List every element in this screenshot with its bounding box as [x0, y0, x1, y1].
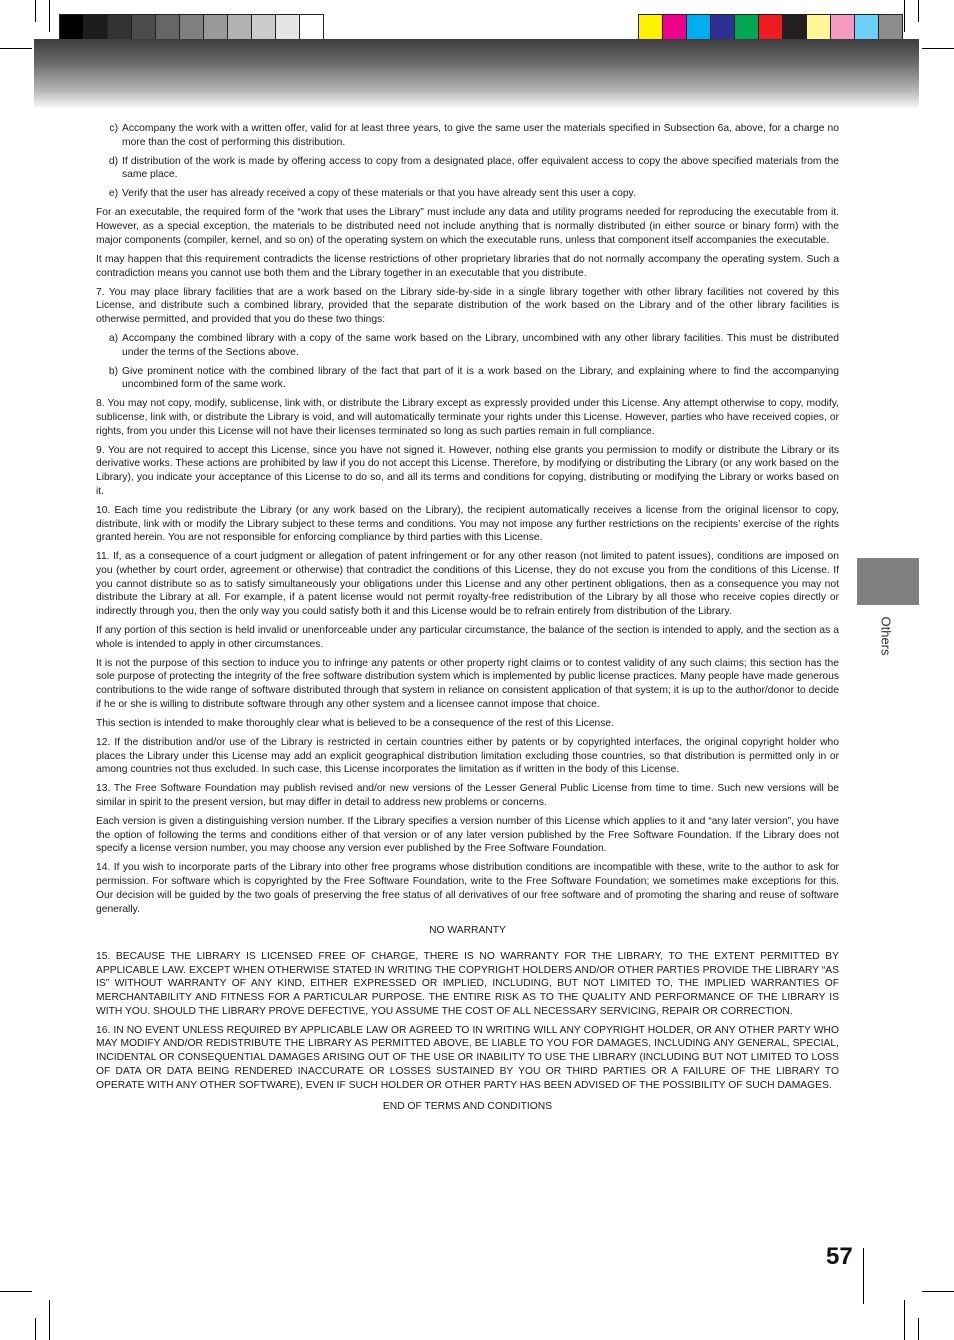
crop-mark [0, 48, 32, 49]
paragraph: If any portion of this section is held invalid or unenforceable under any particular circumstance, the balance of the section is intended to apply, and the section as a whole is intended to apply in other circumstances. [96, 625, 839, 650]
paragraph: It may happen that this requirement contradicts the license restrictions of other proprietary libraries that do not normally accompany the operating system. Such a contradiction means you cannot use both them and the Library together in an executable that you distribute. [96, 253, 839, 279]
crop-mark [35, 1318, 36, 1340]
color-swatch [687, 15, 711, 39]
color-swatch [663, 15, 687, 39]
color-swatch [300, 15, 323, 39]
section-tab [857, 558, 919, 605]
list-item-text: Accompany the combined library with a copy of the same work based on the Library, uncombined with any other library facilities. This must be distributed under the terms of the Sections above. [122, 332, 839, 358]
color-swatch [639, 15, 663, 39]
paragraph: 9. You are not required to accept this License, since you have not signed it. However, nothing else grants you permission to modify or distribute the Library or its derivative works. These actions are prohibited by law if you do not accept this License. Therefore, by modifying or distributing the Library (or any work based on the Library), you indicate your acceptance of this License to do so, and all its terms and conditions for copying, distributing or modifying the Library or works based on it. [96, 444, 839, 497]
paragraph: For an executable, the required form of the “work that uses the Library” must include any data and utility programs needed for reproducing the executable from it. However, as a special exception, the materials to be distributed need not include anything that is normally distributed (in either source or binary form) with the major components (compiler, kernel, and so on) of the operating system on which the executable runs, unless that component itself accompanies the executable. [96, 207, 839, 246]
paragraph: It is not the purpose of this section to induce you to infringe any patents or other property right claims or to contest validity of any such claims; this section has the sole purpose of protecting the integrity of the free software distribution system which is implemented by public license practices. Many people have made generous contributions to the wide range of software distributed through that system in reliance on consistent application of that system; it is up to the author/donor to decide if he or she is willing to distribute software through any other system and a licensee cannot impose that choice. [96, 657, 839, 710]
list-item [96, 365, 839, 392]
color-swatch [759, 15, 783, 39]
paragraph: 8. You may not copy, modify, sublicense, link with, or distribute the Library except as expressly provided under this License. Any attempt otherwise to copy, modify, sublicense, link with, or distribute the Library is void, and will automatically terminate your rights under this License. However, parties who have received copies, or rights, from you under this License will not have their licenses terminated so long as such parties remain in full compliance. [96, 398, 839, 437]
paragraph: 13. The Free Software Foundation may publish revised and/or new versions of the Lesser General Public License from time to time. Such new versions will be similar in spirit to the present version, but may differ in detail to address new problems or concerns. [96, 783, 839, 808]
color-swatch [879, 15, 902, 39]
paragraph: 14. If you wish to incorporate parts of the Library into other free programs whose distribution conditions are incompatible with these, write to the author to ask for permission. For software which is copyrighted by the Free Software Foundation, write to the Free Software Foundation; we sometimes make exceptions for this. Our decision will be guided by the two goals of preserving the free status of all derivatives of our free software and of promoting the sharing and reuse of software generally. [96, 862, 839, 915]
end-heading: END OF TERMS AND CONDITIONS [382, 1101, 553, 1113]
color-swatch [228, 15, 252, 39]
color-swatch [204, 15, 228, 39]
color-swatch [180, 15, 204, 39]
crop-mark [0, 1291, 32, 1292]
list-item-text: Give prominent notice with the combined library of the fact that part of it is a work based on the Library, and explaining where to find the accompanying uncombined form of the same work. [122, 365, 839, 391]
list-item [96, 155, 839, 182]
list-item-label: e) [108, 188, 118, 200]
list-item-text: If distribution of the work is made by offering access to copy from a designated place, offer equivalent access to copy the above specified materials from the same place. [122, 155, 839, 181]
crop-mark [918, 1318, 919, 1340]
list-item [96, 332, 839, 359]
list-item-text: Accompany the work with a written offer, valid for at least three years, to give the same user the materials specified in Subsection 6a, above, for a charge no more than the cost of performing this distribution. [122, 123, 839, 148]
color-swatch [60, 15, 84, 39]
color-swatch [783, 15, 807, 39]
color-swatch [252, 15, 276, 39]
crop-mark [904, 0, 905, 32]
color-swatch [156, 15, 180, 39]
paragraph: 11. If, as a consequence of a court judgment or allegation of patent infringement or for any other reason (not limited to patent issues), conditions are imposed on you (whether by court order, agreement or otherwise) that contradict the conditions of this License, they do not excuse you from the conditions of this License. If you cannot distribute so as to satisfy simultaneously your obligations under this License and any other pertinent obligations, then as a consequence you may not distribute the Library at all. For example, if a patent license would not permit royalty-free redistribution of the Library by all those who receive copies directly or indirectly through you, then the only way you could satisfy both it and this License would be to refrain entirely from distribution of the Library. [96, 551, 839, 618]
list-item [96, 187, 839, 201]
paragraph: This section is intended to make thoroughly clear what is believed to be a consequence of the rest of this License. [96, 717, 615, 729]
color-swatch [855, 15, 879, 39]
paragraph: 10. Each time you redistribute the Library (or any work based on the Library), the recipient automatically receives a license from the original licensor to copy, distribute, link with or modify the Library subject to these terms and conditions. You may not impose any further restrictions on the recipients’ exercise of the rights granted herein. You are not responsible for enforcing compliance by third parties with this License. [96, 504, 839, 544]
section-tab-label: Others [878, 616, 894, 656]
color-swatch [711, 15, 735, 39]
crop-mark [922, 48, 954, 49]
color-swatch [84, 15, 108, 39]
crop-mark [918, 0, 919, 22]
list-item-text: Verify that the user has already received a copy of these materials or that you have already sent this user a copy. [122, 188, 636, 200]
crop-mark [49, 0, 50, 32]
license-text [96, 122, 839, 1119]
color-swatch [132, 15, 156, 39]
paragraph: 15. BECAUSE THE LIBRARY IS LICENSED FREE OF CHARGE, THERE IS NO WARRANTY FOR THE LIBRARY, TO THE EXTENT PERMITTED BY APPLICABLE LAW. EXCEPT WHEN OTHERWISE STATED IN WRITING THE COPYRIGHT HOLDERS AND/OR OTHER PARTIES PROVIDE THE LIBRARY “AS IS” WITHOUT WARRANTY OF ANY KIND, EITHER EXPRESSED OR IMPLIED, INCLUDING, BUT NOT LIMITED TO, THE IMPLIED WARRANTIES OF MERCHANTABILITY AND FITNESS FOR A PARTICULAR PURPOSE. THE ENTIRE RISK AS TO THE QUALITY AND PERFORMANCE OF THE LIBRARY IS WITH YOU. SHOULD THE LIBRARY PROVE DEFECTIVE, YOU ASSUME THE COST OF ALL NECESSARY SERVICING, REPAIR OR CORRECTION. [96, 950, 839, 1017]
color-swatch [735, 15, 759, 39]
color-swatch [276, 15, 300, 39]
crop-mark [922, 1291, 954, 1292]
crop-mark [35, 0, 36, 22]
page-number: 57 [826, 1243, 853, 1270]
paragraph: 12. If the distribution and/or use of the Library is restricted in certain countries either by patents or by copyrighted interfaces, the original copyright holder who places the Library under this License may add an explicit geographical distribution limitation excluding those countries, so that distribution is permitted only in or among countries not thus excluded. In such case, this License incorporates the limitation as if written in the body of this License. [96, 736, 839, 776]
list-item-label: c) [109, 123, 118, 134]
crop-mark [49, 1300, 50, 1340]
paragraph: 16. IN NO EVENT UNLESS REQUIRED BY APPLICABLE LAW OR AGREED TO IN WRITING WILL ANY COPYRIGHT HOLDER, OR ANY OTHER PARTY WHO MAY MODIFY AND/OR REDISTRIBUTE THE LIBRARY AS PERMITTED ABOVE, BE LIABLE TO YOU FOR DAMAGES, INCLUDING ANY GENERAL, SPECIAL, INCIDENTAL OR CONSEQUENTIAL DAMAGES ARISING OUT OF THE USE OR INABILITY TO USE THE LIBRARY (INCLUDING BUT NOT LIMITED TO LOSS OF DATA OR DATA BEING RENDERED INACCURATE OR LOSSES SUSTAINED BY YOU OR THIRD PARTIES OR A FAILURE OF THE LIBRARY TO OPERATE WITH ANY OTHER SOFTWARE), EVEN IF SUCH HOLDER OR OTHER PARTY HAS BEEN ADVISED OF THE POSSIBILITY OF SUCH DAMAGES. [96, 1024, 839, 1091]
color-swatch [807, 15, 831, 39]
crop-mark [904, 1300, 905, 1340]
list-item-label: d) [108, 155, 118, 167]
list-item [96, 122, 839, 149]
paragraph: Each version is given a distinguishing version number. If the Library specifies a version number of this License which applies to it and “any later version”, you have the option of following the terms and conditions either of that version or of any later version published by the Free Software Foundation. If the Library does not specify a license version number, you may choose any version ever published by the Free Software Foundation. [96, 815, 839, 855]
color-swatch [831, 15, 855, 39]
page-number-rule [863, 1248, 864, 1304]
color-calibration-bar [638, 14, 903, 40]
color-swatch [108, 15, 132, 39]
no-warranty-heading: NO WARRANTY [429, 925, 506, 937]
paragraph: 7. You may place library facilities that are a work based on the Library side-by-side in a single library together with other library facilities not covered by this License, and distribute such a combined library, provided that the separate distribution of the work based on the Library and of the other library facilities is otherwise permitted, and provided that you do these two things: [96, 286, 839, 325]
list-item-label: b) [108, 365, 118, 377]
header-band [34, 39, 919, 107]
grayscale-calibration-bar [59, 14, 324, 40]
list-item-label: a) [108, 332, 118, 344]
